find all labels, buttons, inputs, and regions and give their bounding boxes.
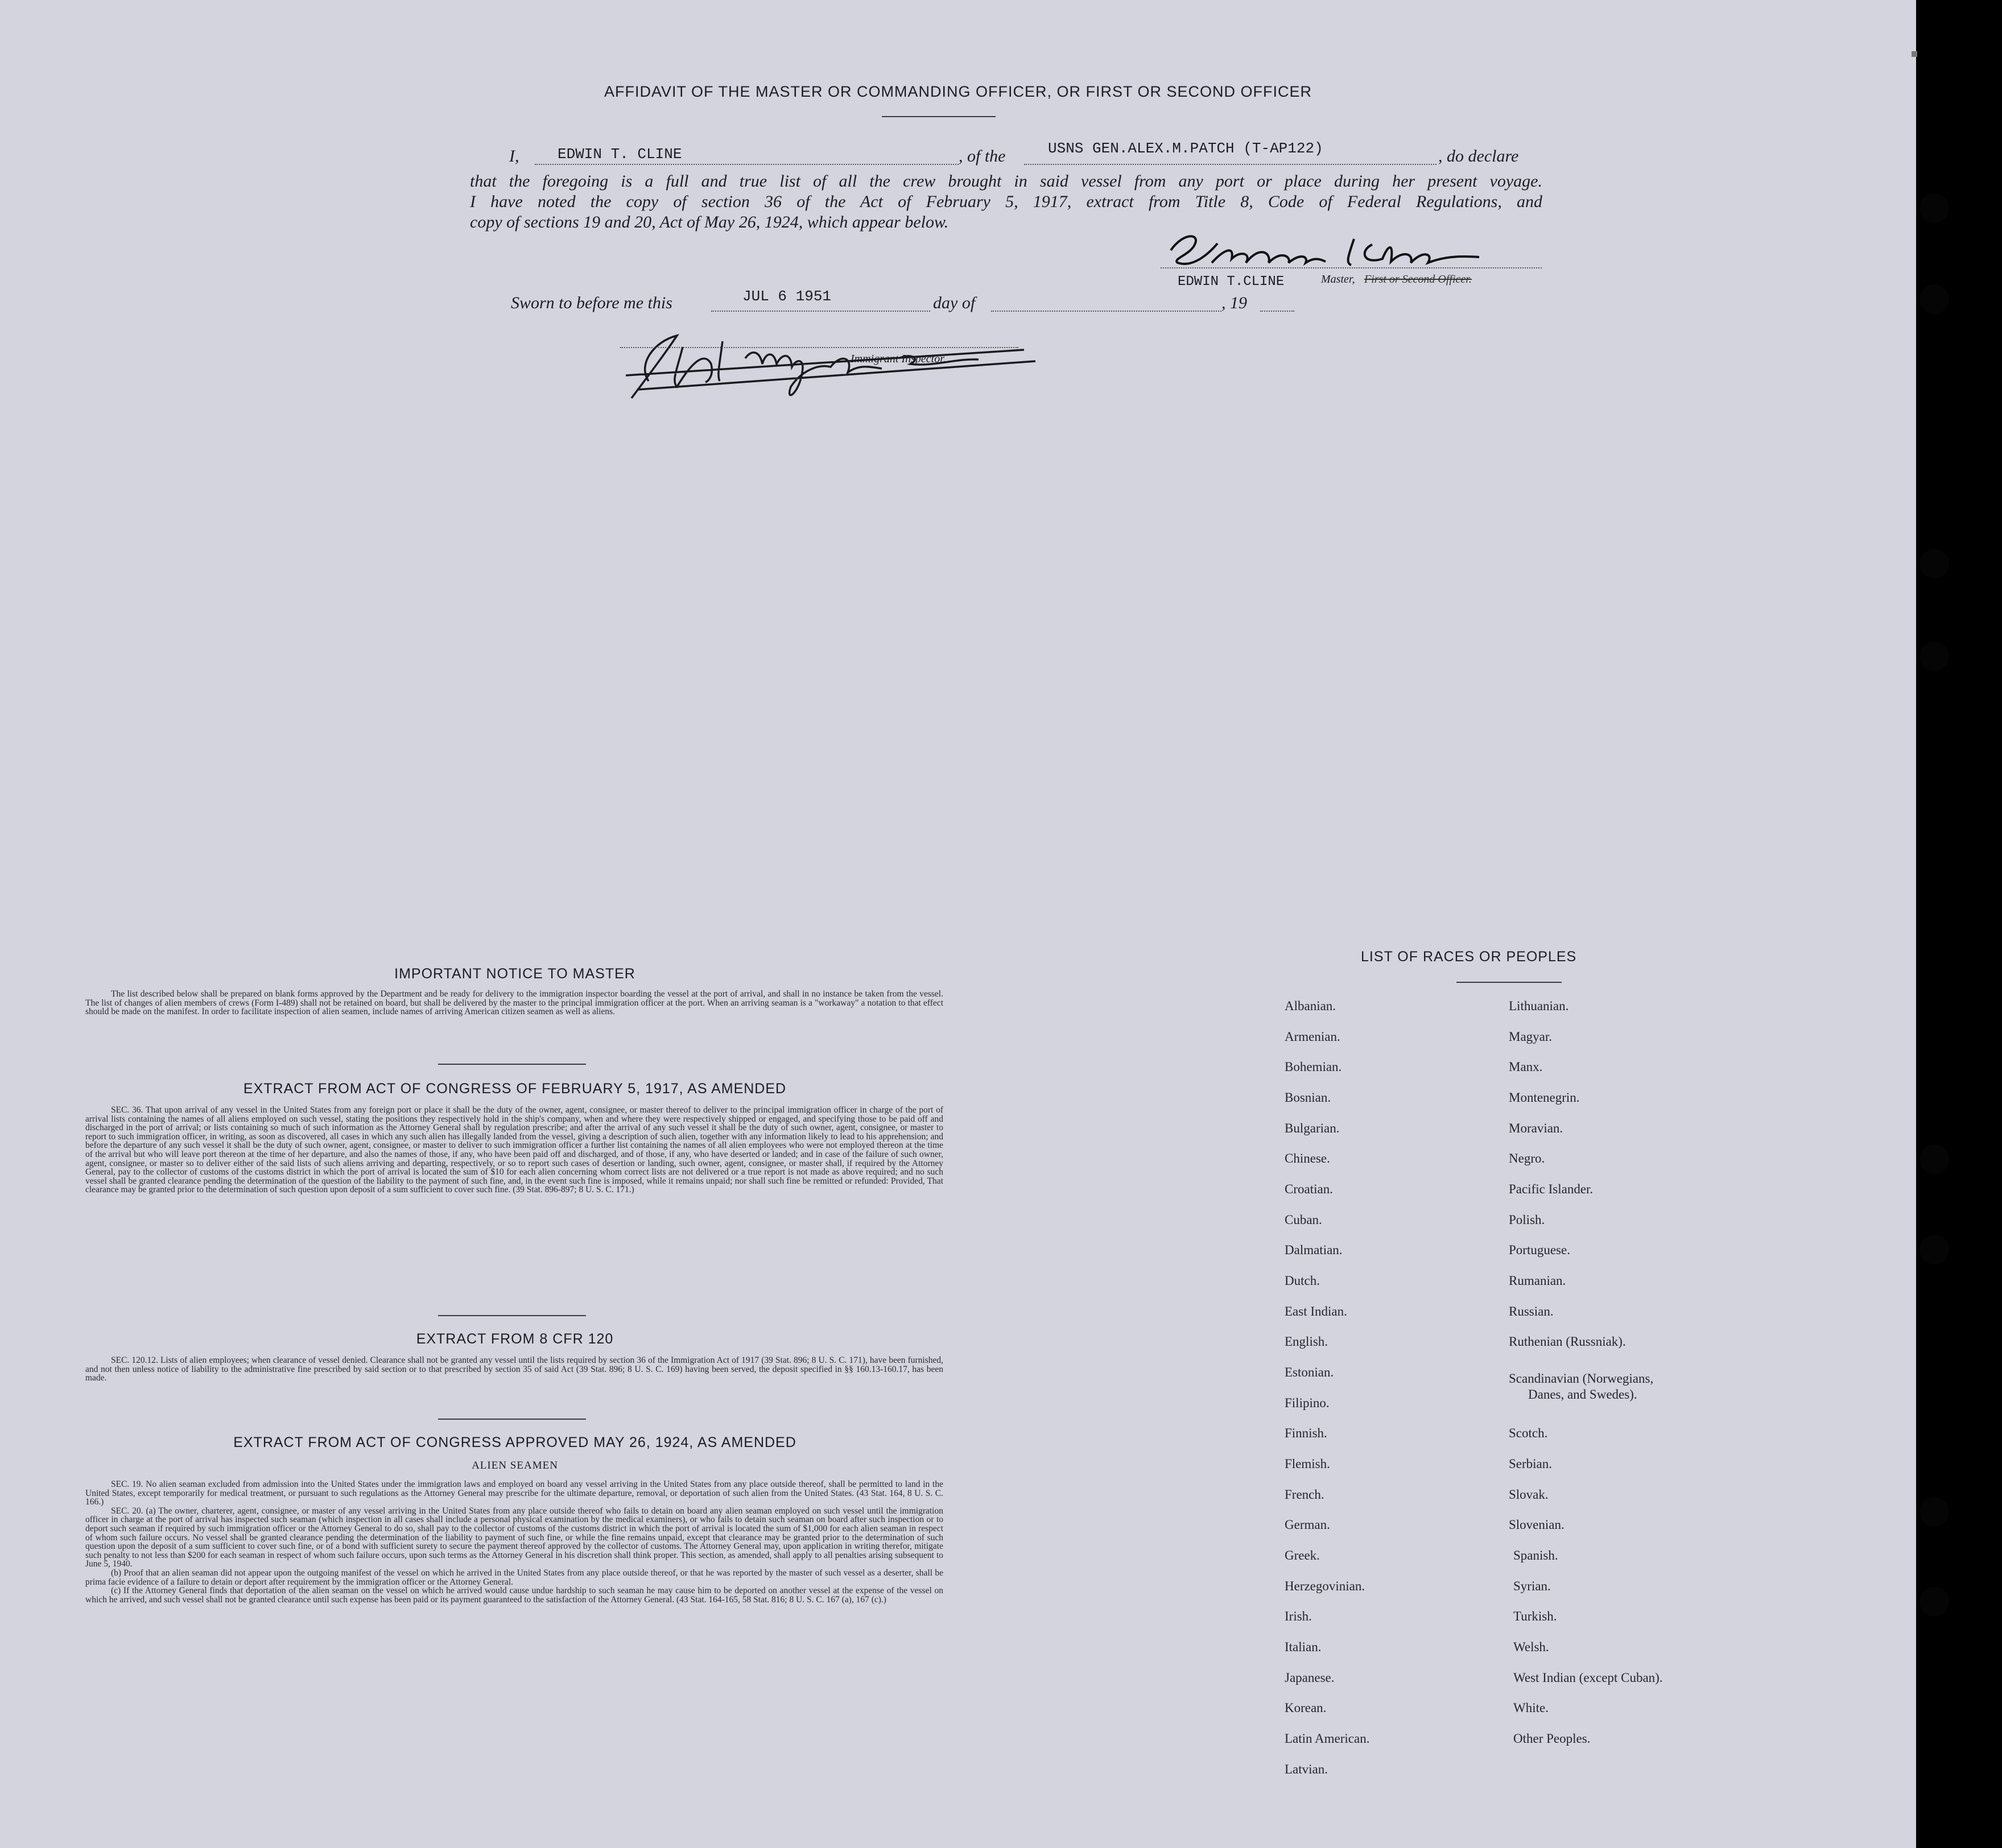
- race-left: Greek.: [1285, 1548, 1320, 1562]
- race-right: Slovenian.: [1509, 1518, 1565, 1532]
- extract-1917-text: SEC. 36. That upon arrival of any vessel in the United States from any foreign port or place it shall be the duty of the owner, agent, consignee, or master thereof to deliver to the principal immigration officer in charge of the port of arrival lists containing the names of all aliens employed on such vessel, stating the positions they respectively hold in the ship's company, when and where they were respectively shipped or engaged, and specifying those to be paid off and discharged in the port of arrival; or lists containing so much of such information as the Attorney General shall by regulation prescribe; and after the arrival of any such vessel it shall be the duty of such owner, agent, consignee, or master to report to such immigration officer, in writing, as soon as discovered, all cases in which any such alien has illegally landed from the vessel, giving a description of such alien, together with any information likely to lead to his apprehension; and before the departure of any such vessel it shall be the duty of such owner, agent, consignee, or master to deliver to such immigration officer a further list containing the names of all alien employees who were not employed thereon at the time of the arrival but who will leave port thereon at the time of her departure, and also the names of those, if any, who have been paid off and discharged, and of those, if any, who have deserted or landed; and in case of the failure of such owner, agent, consignee, or master so to deliver either of the said lists of such aliens arriving and departing, respectively, or so to report such cases of desertion or landing, such owner, agent, consignee, or master shall, if required by the Attorney General, pay to the collector of customs of the customs district in which the port of arrival is located the sum of $10 for each alien concerning whom correct lists are not delivered or a true report is not made as above required; and no such vessel shall be granted clearance pending the determination of the question of the liability to the payment of such fine, and, in the event such fine is imposed, while it remains unpaid; nor shall such fine be remitted or refunded: Provided, That clearance may be granted prior to the determination of such question upon deposit of a sum sufficient to cover such fine. (39 Stat. 896-897; 8 U. S. C. 171.): [85, 1105, 943, 1195]
- sworn-date-line: [711, 311, 930, 312]
- race-left: Latin American.: [1285, 1731, 1370, 1746]
- vessel-name-value: USNS GEN.ALEX.M.PATCH (T-AP122): [1048, 140, 1323, 157]
- master-signature: [1161, 228, 1491, 279]
- of-the-text: , of the: [959, 147, 1006, 166]
- notice-rule: [438, 1064, 586, 1065]
- extract-1924-sec20b: (b) Proof that an alien seaman did not appear upon the outgoing manifest of the vessel on which he arrived in the United States from any place outside thereof, or that he was reported by the master of such vessel as a deserter, shall be prima facie evidence of a failure to detain or deport after requirement by the immigration officer or the Attorney General.: [85, 1568, 943, 1587]
- race-right: Lithuanian.: [1509, 999, 1569, 1013]
- race-left: Dalmatian.: [1285, 1243, 1343, 1257]
- punch-hole: [1920, 549, 1949, 578]
- do-declare-text: , do declare: [1438, 147, 1519, 166]
- declaration-line-3: I have noted the copy of section 36 of the Act of February 5, 1917, extract from Title 8, Code of Federal Regulations, and: [470, 192, 1542, 211]
- alien-seamen-subheading: ALIEN SEAMEN: [472, 1460, 558, 1471]
- race-left: Bohemian.: [1285, 1060, 1342, 1074]
- race-right: Manx.: [1509, 1060, 1543, 1074]
- race-right: Spanish.: [1513, 1548, 1558, 1562]
- corner-mark: [1912, 51, 1917, 57]
- extract-1917-rule: [438, 1315, 586, 1316]
- race-right: Pacific Islander.: [1509, 1182, 1594, 1196]
- race-left: German.: [1285, 1518, 1330, 1532]
- race-left: Estonian.: [1285, 1365, 1334, 1379]
- race-left: Bulgarian.: [1285, 1121, 1340, 1135]
- day-of-text: day of: [933, 293, 976, 312]
- race-right: Scandinavian (Norwegians,: [1509, 1371, 1654, 1386]
- punch-hole: [1920, 1144, 1949, 1174]
- race-right: Polish.: [1509, 1213, 1545, 1227]
- races-heading: LIST OF RACES OR PEOPLES: [1361, 949, 1577, 965]
- race-left: Finnish.: [1285, 1426, 1327, 1440]
- race-left: Chinese.: [1285, 1151, 1330, 1165]
- year-line: [1260, 311, 1294, 312]
- extract-1924-heading: EXTRACT FROM ACT OF CONGRESS APPROVED MAY 26, 1924, AS AMENDED: [233, 1434, 796, 1450]
- notice-text: The list described below shall be prepared on blank forms approved by the Department and be ready for delivery to the immigration inspector boarding the vessel at the port of arrival, and shall in no instance be taken from the vessel. The list of changes of alien members of crews (Form I-489) shall not be retained on board, but shall be delivered by the master to the principal immigration officer at the port. When an arriving seaman is a "workaway" a notation to that effect should be made on the manifest. In order to facilitate inspection of alien seamen, include names of arriving American citizen seamen as well as aliens.: [85, 989, 943, 1017]
- extract-cfr-text: SEC. 120.12. Lists of alien employees; when clearance of vessel denied. Clearance shall not be granted any vessel until the lists required by section 36 of the Immigration Act of 1917 (39 Stat. 896; 8 U. S. C. 171), have been furnished, and not then unless notice of liability to the administrative fine prescribed by said section or to that prescribed by section 35 of said Act (39 Stat. 896; 8 U. S. C. 169) having been served, the deposit specified in §§ 160.13-160.17, has been made.: [85, 1355, 943, 1383]
- vessel-name-line: [1024, 164, 1437, 165]
- race-left: Flemish.: [1285, 1457, 1330, 1471]
- sworn-label: Sworn to before me this: [511, 293, 672, 312]
- extract-1924-sec19: SEC. 19. No alien seaman excluded from admission into the United States under the immigration laws and employed on board any vessel arriving in the United States from any place outside thereof, shall be permitted to land in the United States, except temporarily for medical treatment, or pursuant to such regulations as the Attorney General may prescribe for the ultimate departure, removal, or deportation of such alien from the United States. (43 Stat. 164, 8 U. S. C. 166.): [85, 1479, 943, 1507]
- punch-hole: [1920, 284, 1949, 314]
- race-left: Armenian.: [1285, 1030, 1340, 1044]
- struck-officer-title: First or Second Officer.: [1364, 273, 1472, 286]
- punch-hole: [1920, 1235, 1949, 1264]
- race-right: Rumanian.: [1509, 1274, 1566, 1288]
- race-left: East Indian.: [1285, 1304, 1347, 1318]
- notice-heading: IMPORTANT NOTICE TO MASTER: [394, 966, 635, 982]
- race-left: Italian.: [1285, 1640, 1322, 1654]
- race-right: Welsh.: [1513, 1640, 1549, 1654]
- race-right: Negro.: [1509, 1151, 1545, 1165]
- race-right: Other Peoples.: [1513, 1731, 1591, 1746]
- extract-cfr-heading: EXTRACT FROM 8 CFR 120: [416, 1331, 614, 1347]
- affidavit-heading: AFFIDAVIT OF THE MASTER OR COMMANDING OFFICER, OR FIRST OR SECOND OFFICER: [604, 83, 1312, 100]
- race-right: Russian.: [1509, 1304, 1554, 1318]
- race-right: White.: [1513, 1701, 1549, 1715]
- race-right: Turkish.: [1513, 1609, 1557, 1623]
- inspector-signature: [614, 319, 1047, 410]
- master-label: Master,: [1321, 273, 1355, 286]
- master-name-value: EDWIN T. CLINE: [558, 146, 682, 163]
- race-left: Latvian.: [1285, 1762, 1328, 1776]
- race-left: Herzegovinian.: [1285, 1579, 1365, 1593]
- race-left: Irish.: [1285, 1609, 1312, 1623]
- race-right: Magyar.: [1509, 1030, 1553, 1044]
- race-right: Syrian.: [1513, 1579, 1551, 1593]
- race-right: Slovak.: [1509, 1487, 1549, 1502]
- race-left: Cuban.: [1285, 1213, 1322, 1227]
- race-left: Albanian.: [1285, 999, 1336, 1013]
- race-right: Moravian.: [1509, 1121, 1563, 1135]
- typed-signature: EDWIN T.CLINE: [1178, 274, 1285, 290]
- heading-rule: [882, 116, 996, 117]
- inspector-label: Immigrant Inspector.: [851, 353, 946, 365]
- race-right: Scotch.: [1509, 1426, 1548, 1440]
- race-left: Bosnian.: [1285, 1090, 1331, 1105]
- year-prefix: , 19: [1221, 293, 1247, 312]
- extract-1924-sec20c: (c) If the Attorney General finds that deportation of the alien seaman on the vessel on which he arrived would cause undue hardship to such seaman he may cause him to be deported on another vessel at the expense of the vessel on which he arrived, and such vessel shall not be granted clearance until such expense has been paid or its payment guaranteed to the satisfaction of the Attorney General. (43 Stat. 164-165, 58 Stat. 816; 8 U. S. C. 167 (a), 167 (c).): [85, 1586, 943, 1605]
- race-right: Montenegrin.: [1509, 1090, 1580, 1105]
- race-left: Korean.: [1285, 1701, 1327, 1715]
- declaration-i: I,: [509, 147, 519, 166]
- race-left: Filipino.: [1285, 1396, 1330, 1410]
- sworn-date-value: JUL 6 1951: [742, 288, 832, 305]
- race-right: Portuguese.: [1509, 1243, 1570, 1257]
- extract-1917-heading: EXTRACT FROM ACT OF CONGRESS OF FEBRUARY 5, 1917, AS AMENDED: [243, 1081, 787, 1097]
- punch-hole: [1920, 1587, 1949, 1617]
- extract-1917-block: [85, 1106, 943, 1194]
- month-line: [991, 311, 1221, 312]
- race-right: West Indian (except Cuban).: [1513, 1671, 1663, 1685]
- signature-line: [1161, 267, 1542, 268]
- race-left: Croatian.: [1285, 1182, 1333, 1196]
- punch-hole: [1920, 193, 1949, 223]
- extract-cfr-block: [85, 1356, 943, 1383]
- declaration-line-4: copy of sections 19 and 20, Act of May 26, 1924, which appear below.: [470, 213, 949, 231]
- punch-hole: [1920, 642, 1949, 671]
- notice-text-block: [85, 990, 943, 1016]
- race-left: Japanese.: [1285, 1671, 1335, 1685]
- race-left: English.: [1285, 1334, 1328, 1349]
- race-right: Danes, and Swedes).: [1528, 1387, 1637, 1401]
- race-right: Ruthenian (Russniak).: [1509, 1334, 1626, 1349]
- races-rule: [1456, 982, 1562, 983]
- master-name-line: [535, 164, 959, 165]
- extract-1924-block: [85, 1480, 943, 1604]
- extract-cfr-rule: [438, 1419, 586, 1420]
- race-left: Dutch.: [1285, 1274, 1320, 1288]
- declaration-line-2: that the foregoing is a full and true list of all the crew brought in said vessel from any port or place during her present voyage.: [470, 172, 1542, 191]
- extract-1924-sec20a: SEC. 20. (a) The owner, charterer, agent, consignee, or master of any vessel arriving in the United States from any place outside thereof who fails to detain on board any alien seaman employed on such vessel until the immigration officer in charge at the port of arrival has inspected such seaman (which inspection in all cases shall include a personal physical examination by the medical examiners), or who fails to detain such seaman on board after such inspection or to deport such seaman if required by such immigration officer or the Attorney General to do so, shall pay to the collector of customs of the customs district in which the port of arrival is located the sum of $1,000 for each alien seaman in respect of whom such failure occurs. No vessel shall be granted clearance pending the determination of the liability to payment of such fine, or while the fine remains unpaid, except that clearance may be granted prior to the determination of such question upon the deposit of a sum sufficient to cover such fine, or of a bond with sufficient surety to secure the payment thereof approved by the collector of customs. The Attorney General may, upon application in writing therefor, mitigate such penalty to not less than $200 for each seaman in respect of whom such failure occurs, upon such terms as the Attorney General in his discretion shall think proper. This section, as amended, shall apply to all penalties arising subsequent to June 5, 1940.: [85, 1506, 943, 1569]
- punch-hole: [1920, 1497, 1949, 1527]
- inspector-line: [620, 347, 1018, 348]
- race-right: Serbian.: [1509, 1457, 1553, 1471]
- race-left: French.: [1285, 1487, 1324, 1502]
